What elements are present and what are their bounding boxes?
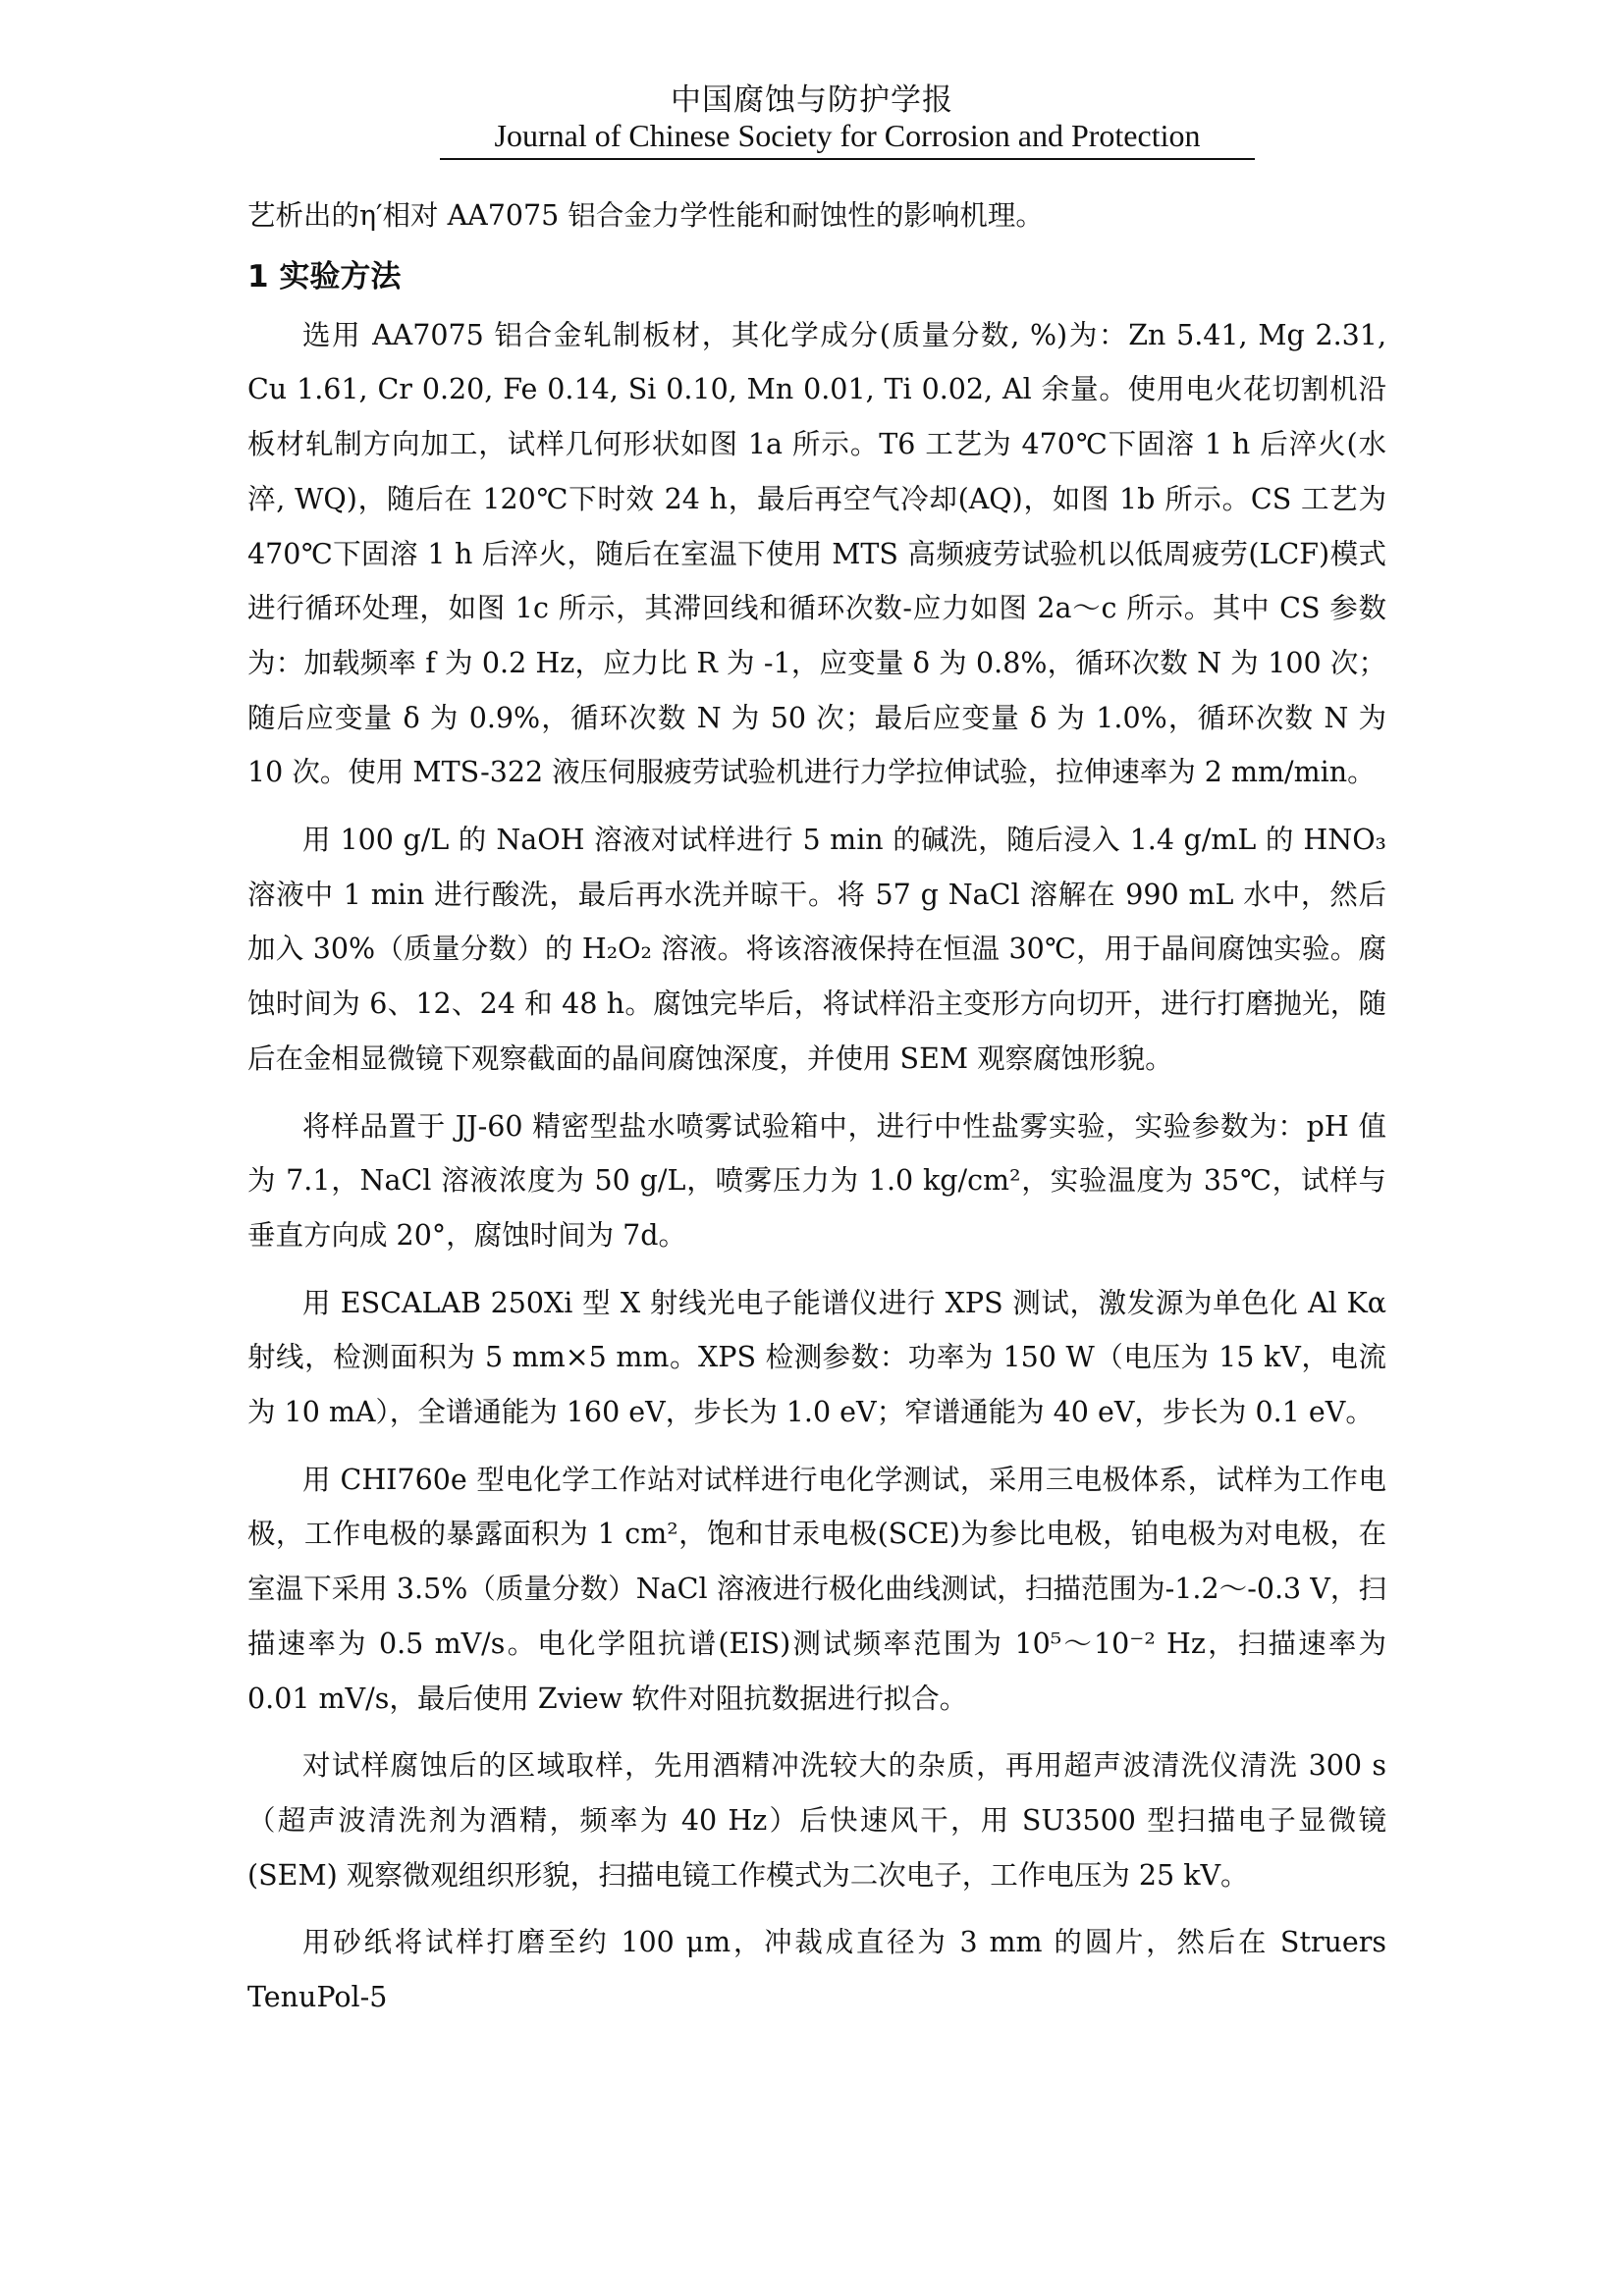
- article-body: [247, 188, 1386, 2025]
- paragraph-electrochemistry: 用 CHI760e 型电化学工作站对试样进行电化学测试，采用三电极体系，试样为工作电极，工作电极的暴露面积为 1 cm²，饱和甘汞电极(SCE)为参比电极，铂电极为对电极，在室温下采用 3.5%（质量分数）NaCl 溶液进行极化曲线测试，扫描范围为-1.2～-0.3 V，扫描速率为 0.5 mV/s。电化学阻抗谱(EIS)测试频率范围为 10⁵～10⁻² Hz，扫描速率为 0.01 mV/s，最后使用 Zview 软件对阻抗数据进行拟合。: [247, 1463, 1386, 1715]
- intro-paragraph-tail: 艺析出的η′相对 AA7075 铝合金力学性能和耐蚀性的影响机理。: [247, 199, 1044, 232]
- section-heading: 1 实验方法: [247, 258, 402, 294]
- paragraph-intergranular-corrosion: 用 100 g/L 的 NaOH 溶液对试样进行 5 min 的碱洗，随后浸入 1.4 g/mL 的 HNO₃ 溶液中 1 min 进行酸洗，最后再水洗并晾干。将 57 g NaCl 溶解在 990 mL 水中，然后加入 30%（质量分数）的 H₂O₂ 溶液。将该溶液保持在恒温 30℃，用于晶间腐蚀实验。腐蚀时间为 6、12、24 和 48 h。腐蚀完毕后，将试样沿主变形方向切开，进行打磨抛光，随后在金相显微镜下观察截面的晶间腐蚀深度，并使用 SEM 观察腐蚀形貌。: [247, 824, 1386, 1075]
- paragraph-sem: 对试样腐蚀后的区域取样，先用酒精冲洗较大的杂质，再用超声波清洗仪清洗 300 s（超声波清洗剂为酒精，频率为 40 Hz）后快速风干，用 SU3500 型扫描电子显微镜(SEM) 观察微观组织形貌，扫描电镜工作模式为二次电子，工作电压为 25 kV。: [247, 1749, 1386, 1892]
- paragraph-tem-prep: 用砂纸将试样打磨至约 100 μm，冲裁成直径为 3 mm 的圆片，然后在 Struers TenuPol-5: [247, 1926, 1386, 2014]
- journal-title-cn: 中国腐蚀与防护学报: [671, 82, 953, 118]
- journal-title-en: Journal of Chinese Society for Corrosion and Protection: [440, 118, 1255, 160]
- paragraph-materials: 选用 AA7075 铝合金轧制板材，其化学成分(质量分数, %)为：Zn 5.41, Mg 2.31, Cu 1.61, Cr 0.20, Fe 0.14, Si 0.10, Mn 0.01, Ti 0.02, Al 余量。使用电火花切割机沿板材轧制方向加工，试样几何形状如图 1a 所示。T6 工艺为 470℃下固溶 1 h 后淬火(水淬, WQ)，随后在 120℃下时效 24 h，最后再空气冷却(AQ)，如图 1b 所示。CS 工艺为 470℃下固溶 1 h 后淬火，随后在室温下使用 MTS 高频疲劳试验机以低周疲劳(LCF)模式进行循环处理，如图 1c 所示，其滞回线和循环次数-应力如图 2a～c 所示。其中 CS 参数为：加载频率 f 为 0.2 Hz，应力比 R 为 -1，应变量 δ 为 0.8%，循环次数 N 为 100 次；随后应变量 δ 为 0.9%，循环次数 N 为 50 次；最后应变量 δ 为 1.0%，循环次数 N 为 10 次。使用 MTS-322 液压伺服疲劳试验机进行力学拉伸试验，拉伸速率为 2 mm/min。: [247, 318, 1386, 789]
- paragraph-salt-spray: 将样品置于 JJ-60 精密型盐水喷雾试验箱中，进行中性盐雾实验，实验参数为：pH 值为 7.1，NaCl 溶液浓度为 50 g/L，喷雾压力为 1.0 kg/cm²，实验温度为 35℃，试样与垂直方向成 20°，腐蚀时间为 7d。: [247, 1109, 1386, 1252]
- paragraph-xps: 用 ESCALAB 250Xi 型 X 射线光电子能谱仪进行 XPS 测试，激发源为单色化 Al Kα 射线，检测面积为 5 mm×5 mm。XPS 检测参数：功率为 150 W（电压为 15 kV，电流为 10 mA），全谱通能为 160 eV，步长为 1.0 eV；窄谱通能为 40 eV，步长为 0.1 eV。: [247, 1286, 1386, 1429]
